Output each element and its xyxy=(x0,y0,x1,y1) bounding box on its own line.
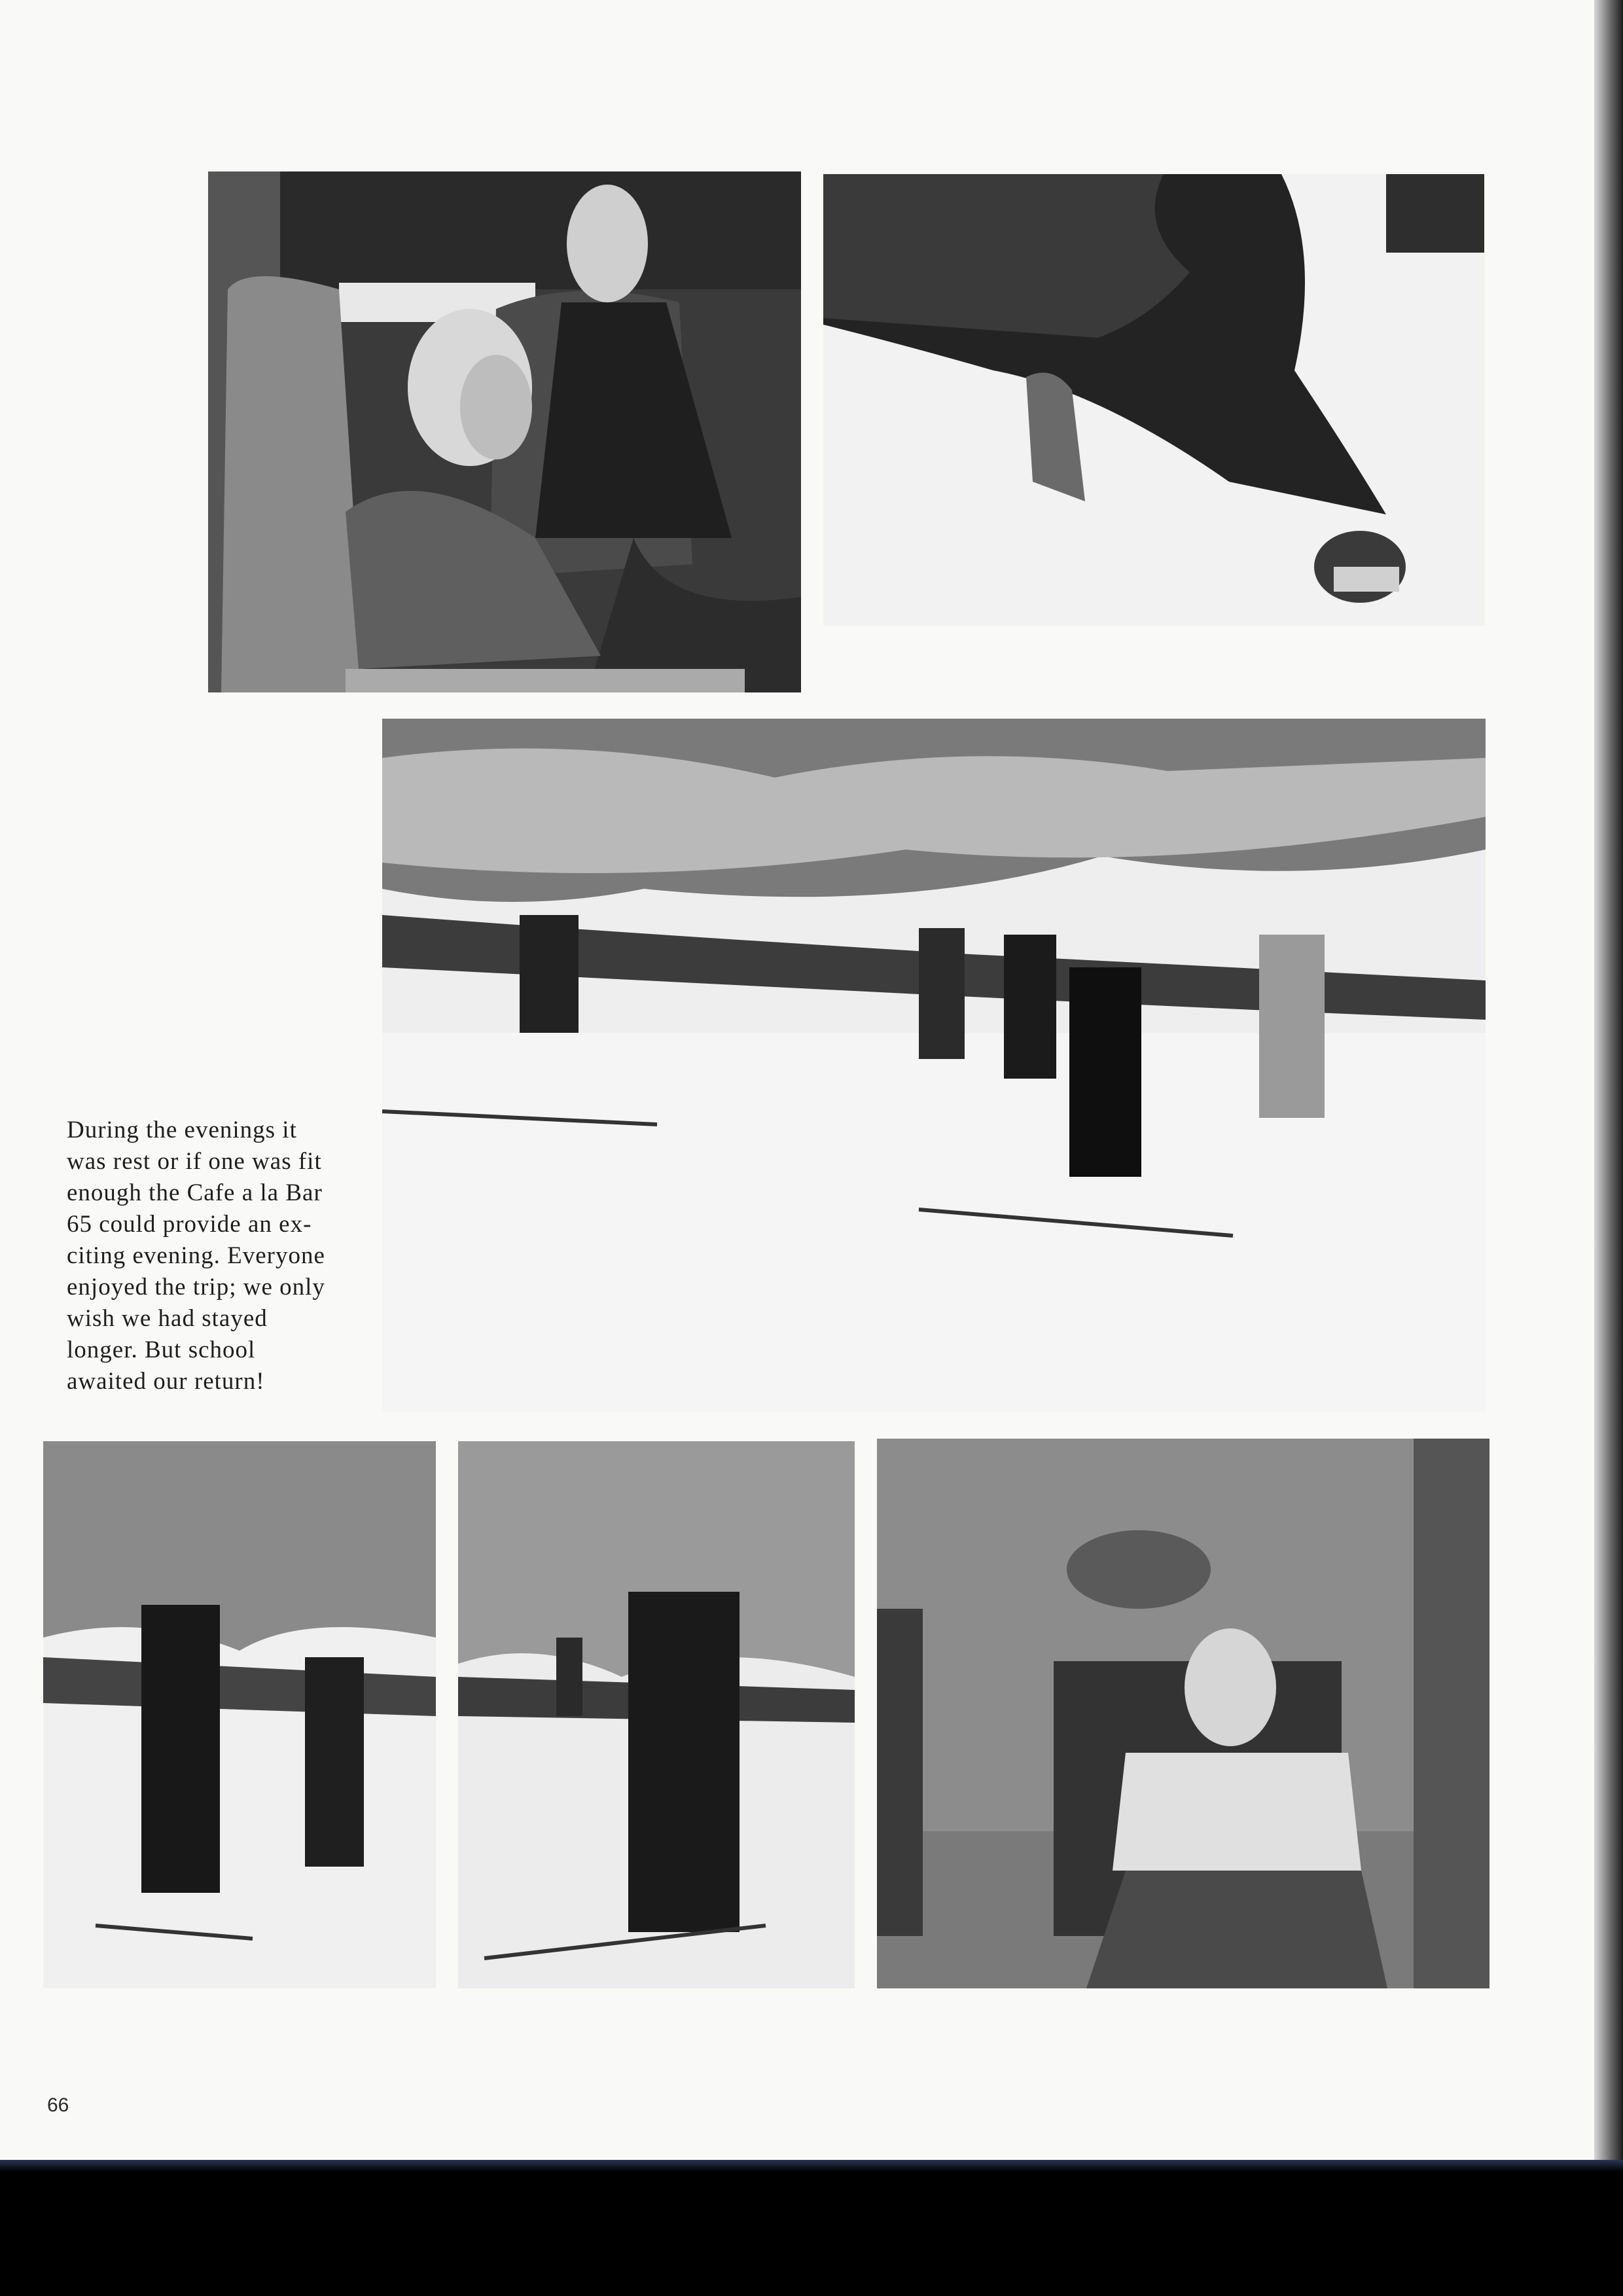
page-number: 66 xyxy=(47,2094,69,2116)
page-edge-shadow xyxy=(1594,0,1623,2173)
photo-two-skiers xyxy=(43,1441,436,1988)
photo-skier-poles xyxy=(458,1441,855,1988)
scan-bottom-band xyxy=(0,2160,1623,2296)
photo-snowbank-tree xyxy=(823,174,1484,626)
photo-group-skiing xyxy=(382,719,1486,1412)
caption-text: During the evenings it was rest or if one was fit enough the Cafe a la Bar 65 could provide an ex- citing evening. Everyone enjoyed the trip; we only wish we had stayed longer. But school awaited our return! xyxy=(67,1117,325,1395)
photo-man-armchair xyxy=(877,1439,1489,1988)
photo-lounge-two-girls xyxy=(208,171,801,692)
